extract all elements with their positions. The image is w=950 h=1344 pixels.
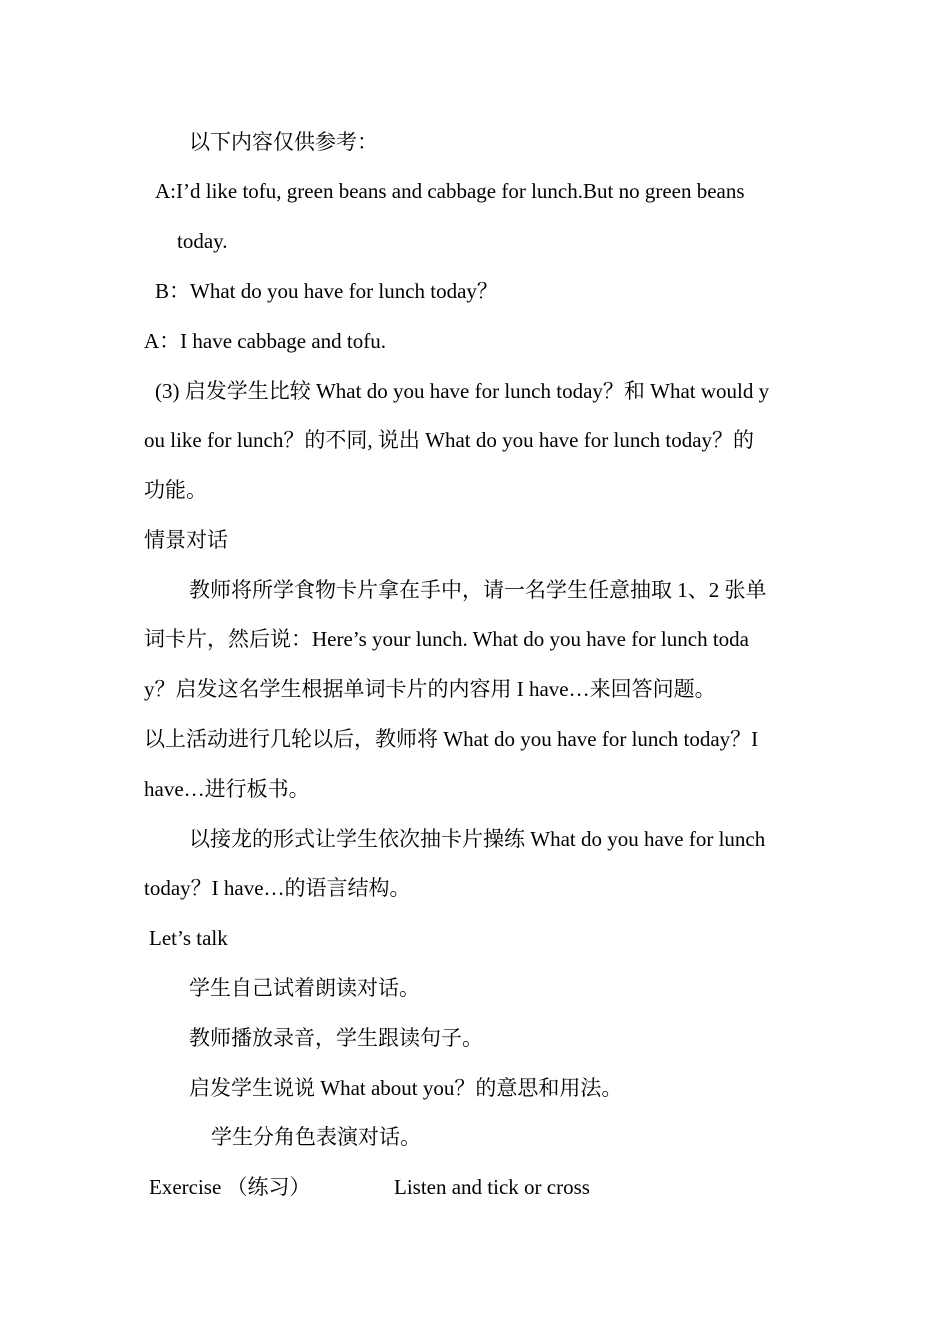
step-3-line-1: (3) 启发学生比较 What do you have for lunch today？和 What would y (155, 379, 770, 403)
board-writing-line-1: 以上活动进行几轮以后，教师将 What do you have for lunch today？I (144, 727, 759, 751)
exercise-instruction: Listen and tick or cross (394, 1175, 590, 1199)
exercise-label: Exercise （练习） (149, 1175, 311, 1199)
step-3-line-3: 功能。 (144, 478, 207, 502)
talk-step-4: 学生分角色表演对话。 (211, 1125, 421, 1149)
board-writing-line-2: have…进行板书。 (144, 777, 310, 801)
reference-note: 以下内容仅供参考： (189, 130, 378, 154)
chain-drill-line-1: 以接龙的形式让学生依次抽卡片操练 What do you have for lunch (189, 827, 766, 851)
section-heading-lets-talk: Let’s talk (149, 926, 228, 950)
dialogue-line-a1-cont: today. (177, 229, 228, 253)
card-activity-line-2: 词卡片，然后说：Here’s your lunch. What do you have for lunch toda (144, 627, 749, 651)
card-activity-line-1: 教师将所学食物卡片拿在手中，请一名学生任意抽取 1、2 张单 (189, 578, 767, 602)
card-activity-line-3: y？启发这名学生根据单词卡片的内容用 I have…来回答问题。 (144, 677, 716, 701)
section-heading-situational-dialogue: 情景对话 (144, 528, 228, 552)
talk-step-3: 启发学生说说 What about you？的意思和用法。 (189, 1076, 623, 1100)
talk-step-1: 学生自己试着朗读对话。 (189, 976, 420, 1000)
talk-step-2: 教师播放录音，学生跟读句子。 (189, 1026, 483, 1050)
dialogue-line-b: B：What do you have for lunch today？ (155, 279, 498, 303)
step-3-line-2: ou like for lunch？的不同, 说出 What do you have for lunch today？的 (144, 428, 755, 452)
dialogue-line-a1: A:I’d like tofu, green beans and cabbage for lunch.But no green beans (155, 179, 745, 203)
chain-drill-line-2: today？I have…的语言结构。 (144, 876, 411, 900)
dialogue-line-a2: A：I have cabbage and tofu. (144, 329, 386, 353)
